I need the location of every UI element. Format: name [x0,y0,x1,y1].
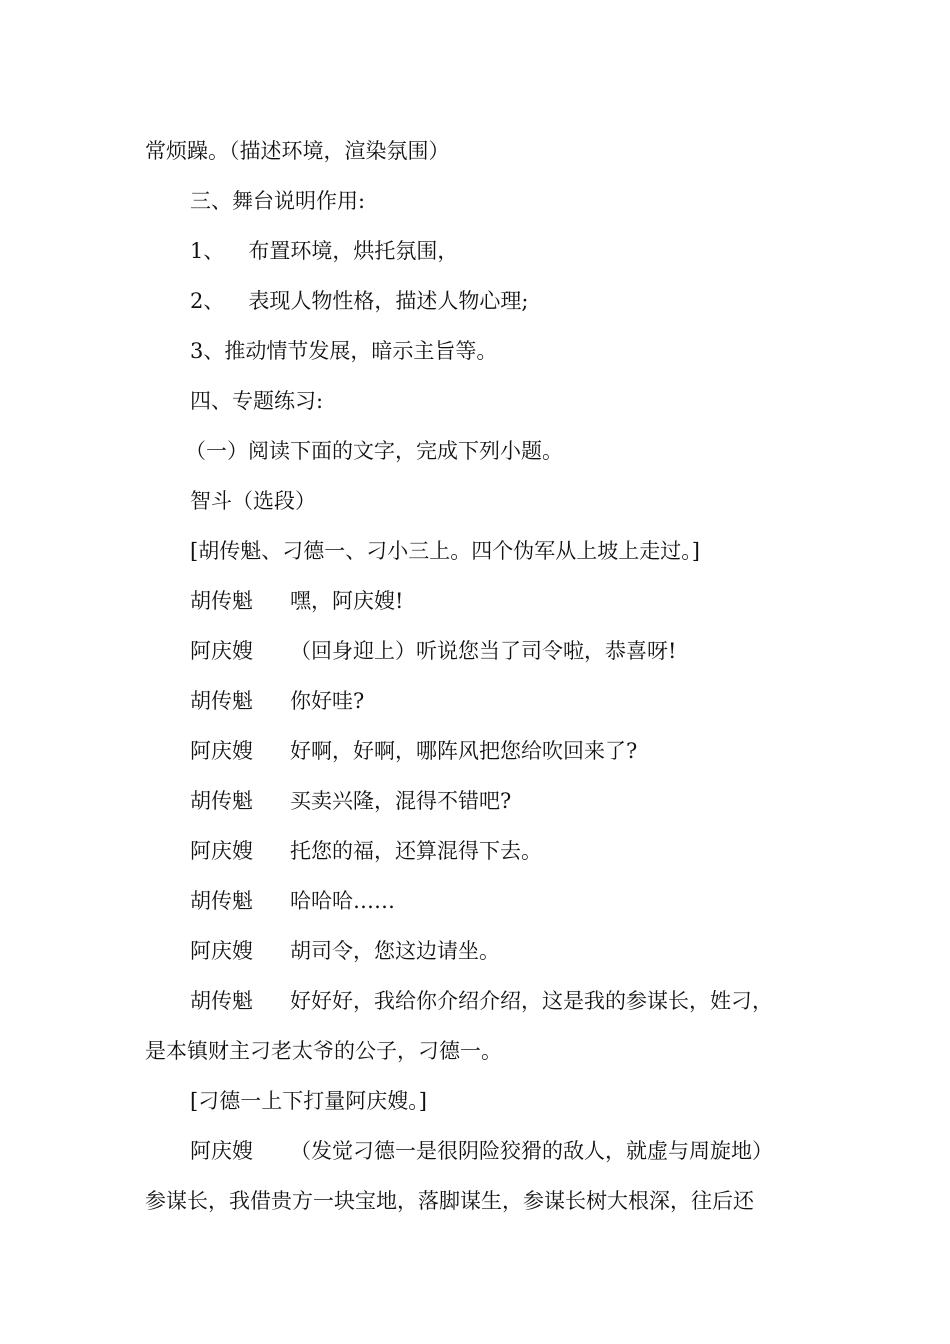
dialogue-text: 买卖兴隆，混得不错吧? [290,789,512,813]
list-text: 表现人物性格，描述人物心理; [248,289,529,313]
section-heading: 四、专题练习: [190,389,324,413]
list-number: 2、 [190,289,225,313]
speaker-name: 胡传魁 [190,889,253,913]
dialogue-line [0,1136,950,1166]
stage-direction: [刁德一上下打量阿庆嫂。] [190,1089,427,1113]
dialogue-text: 好好好，我给你介绍介绍，这是我的参谋长，姓刁， [290,989,773,1013]
dialogue-text: （发觉刁德一是很阴险狡猾的敌人，就虚与周旋地） [290,1139,773,1163]
dialogue-text: （回身迎上）听说您当了司令啦，恭喜呀! [290,639,677,663]
dialogue-line [0,836,950,866]
speaker-name: 胡传魁 [190,689,253,713]
speaker-name: 阿庆嫂 [190,839,253,863]
section-heading: 三、舞台说明作用: [190,189,366,213]
dialogue-text: 你好哇? [290,689,365,713]
dialogue-line [0,636,950,666]
question-prompt: （一）阅读下面的文字，完成下列小题。 [185,439,563,463]
speaker-name: 阿庆嫂 [190,639,253,663]
list-item [0,286,950,316]
dialogue-text: 托您的福，还算混得下去。 [290,839,542,863]
dialogue-continuation: 参谋长，我借贵方一块宝地，落脚谋生，参谋长树大根深，往后还 [145,1189,754,1213]
speaker-name: 阿庆嫂 [190,939,253,963]
text-line: 常烦躁。（描述环境，渲染氛围） [145,139,450,163]
dialogue-line [0,886,950,916]
speaker-name: 胡传魁 [190,989,253,1013]
dialogue-line [0,786,950,816]
list-text: 布置环境，烘托氛围， [248,239,459,263]
dialogue-continuation: 是本镇财主刁老太爷的公子，刁德一。 [145,1039,502,1063]
dialogue-text: 胡司令，您这边请坐。 [290,939,500,963]
speaker-name: 胡传魁 [190,589,253,613]
dialogue-line [0,936,950,966]
dialogue-line [0,736,950,766]
speaker-name: 胡传魁 [190,789,253,813]
dialogue-line [0,586,950,616]
list-item: 3、推动情节发展，暗示主旨等。 [190,339,498,363]
dialogue-text: 好啊，好啊，哪阵风把您给吹回来了? [290,739,638,763]
list-number: 1、 [190,239,225,263]
excerpt-title: 智斗（选段） [190,489,316,513]
dialogue-line [0,986,950,1016]
dialogue-text: 哈哈哈…… [290,889,395,913]
speaker-name: 阿庆嫂 [190,739,253,763]
list-item [0,236,950,266]
dialogue-text: 嘿，阿庆嫂! [290,589,404,613]
speaker-name: 阿庆嫂 [190,1139,253,1163]
dialogue-line [0,686,950,716]
stage-direction: [胡传魁、刁德一、刁小三上。四个伪军从上坡上走过。] [190,539,700,563]
